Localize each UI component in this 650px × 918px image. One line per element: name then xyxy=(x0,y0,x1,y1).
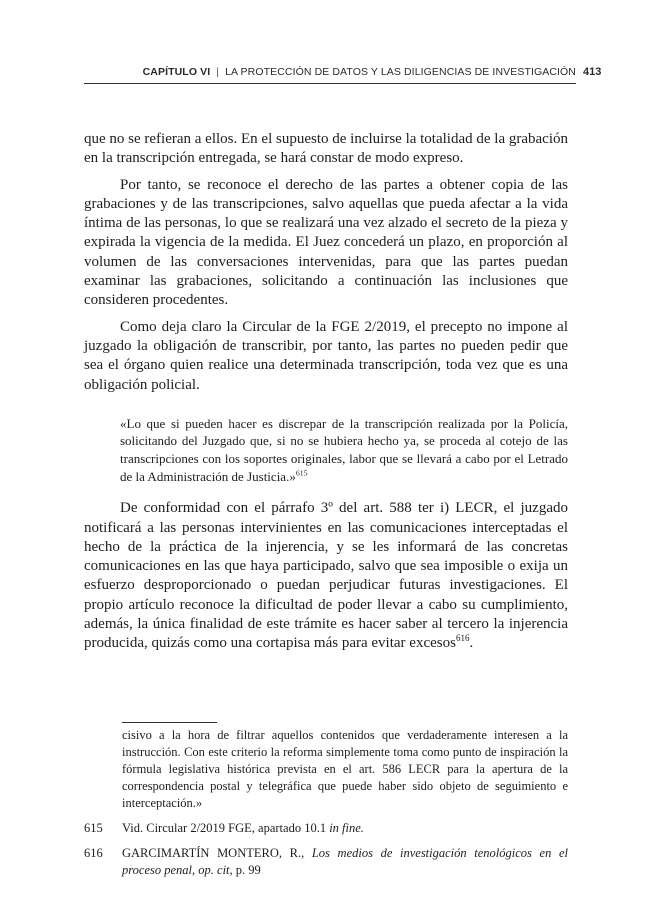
footnotes xyxy=(84,727,568,879)
footnote-615-text: Vid. Circular 2/2019 FGE, apartado 10.1 xyxy=(122,821,330,835)
footnote-text xyxy=(122,845,568,879)
footnote-616-author: GARCIMARTÍN MONTERO, R., xyxy=(122,846,312,860)
chapter-title: LA PROTECCIÓN DE DATOS Y LAS DILIGENCIAS DE INVESTIGACIÓN xyxy=(225,66,576,78)
footnote-continuation: cisivo a la hora de filtrar aquellos contenidos que verdaderamente interesen a la instrucción. Con este criterio la reforma simplemente toma como punto de inspiración la fórmula legislativa histórica prevista en el art. 586 LECR para la apertura de la correspondencia postal y telegráfica que puede haber sido objeto de seguimiento e interceptación.» xyxy=(122,728,568,810)
footnote-ref-615[interactable]: 615 xyxy=(295,468,308,478)
footnote-ref-616[interactable]: 616 xyxy=(455,633,470,644)
header-separator: | xyxy=(216,66,220,78)
footnote-text xyxy=(122,820,568,837)
header-text xyxy=(143,66,576,78)
footnote-616-pages: , p. 99 xyxy=(229,863,261,877)
paragraph-4-end: . xyxy=(469,635,474,652)
running-header xyxy=(84,66,576,84)
quote-text: «Lo que si pueden hacer es discrepar de la transcripción realizada por la Policía, solicitando del Juzgado que, si no se hubiera hecho ya, se proceda al cotejo de las transcripciones con los soportes originales, labor que se llevará a cabo por el Letrado de la Administración de Justicia.» xyxy=(120,415,568,484)
footnote-616-title: Los medios de investigación tenológicos en el proceso penal xyxy=(122,846,568,877)
footnote-615 xyxy=(84,820,568,837)
paragraph-4 xyxy=(84,499,568,653)
footnote-number: 615 xyxy=(84,821,103,835)
main-text xyxy=(84,130,568,654)
block-quote xyxy=(120,415,568,485)
footnote-divider xyxy=(122,722,217,723)
paragraph-2: Por tanto, se reconoce el derecho de las partes a obtener copia de las grabaciones y de las transcripciones, salvo aquellas que pueda afectar a la vida íntima de las personas, lo que se realizará una vez alzado el secreto de la pieza y expirada la vigencia de la medida. El Juez concederá un plazo, en proporción al volumen de las conversaciones intervenidas, para que las partes puedan examinar las grabaciones, solicitando a continuación las inclusiones que consideren procedentes. xyxy=(84,176,568,309)
footnote-616-opcit: op. cit xyxy=(198,863,230,877)
paragraph-1: que no se refieran a ellos. En el supuesto de incluirse la totalidad de la grabación en la transcripción entregada, se hará constar de modo expreso. xyxy=(84,131,568,167)
chapter-label: CAPÍTULO VI xyxy=(142,66,211,78)
paragraph-4-text: De conformidad con el párrafo 3º del art. 588 ter i) LECR, el juzgado notificará a las personas intervinientes en las comunicaciones interceptadas el hecho de la práctica de la injerencia, y se les informará de las concretas comunicaciones en las que haya participado, salvo que sea imposible o exija un esfuerzo desproporcionado o puedan perjudicar futuras investigaciones. El propio artículo reconoce la dificultad de poder llevar a cabo su cumplimiento, además, la única finalidad de este trámite es hacer saber al tercero la injerencia producida, quizás como una cortapisa más para evitar excesos xyxy=(84,500,568,652)
page-number: 413 xyxy=(583,66,602,78)
footnote-616-sep: , xyxy=(192,863,199,877)
footnote-616 xyxy=(84,845,568,879)
footnote-number: 616 xyxy=(84,846,103,860)
paragraph-3: Como deja claro la Circular de la FGE 2/2019, el precepto no impone al juzgado la obligación de transcribir, por tanto, las partes no pueden pedir que sea el órgano quien realice una determinada transcripción, toda vez que es una obligación policial. xyxy=(84,318,568,393)
footnote-615-italic: in fine. xyxy=(329,821,364,835)
